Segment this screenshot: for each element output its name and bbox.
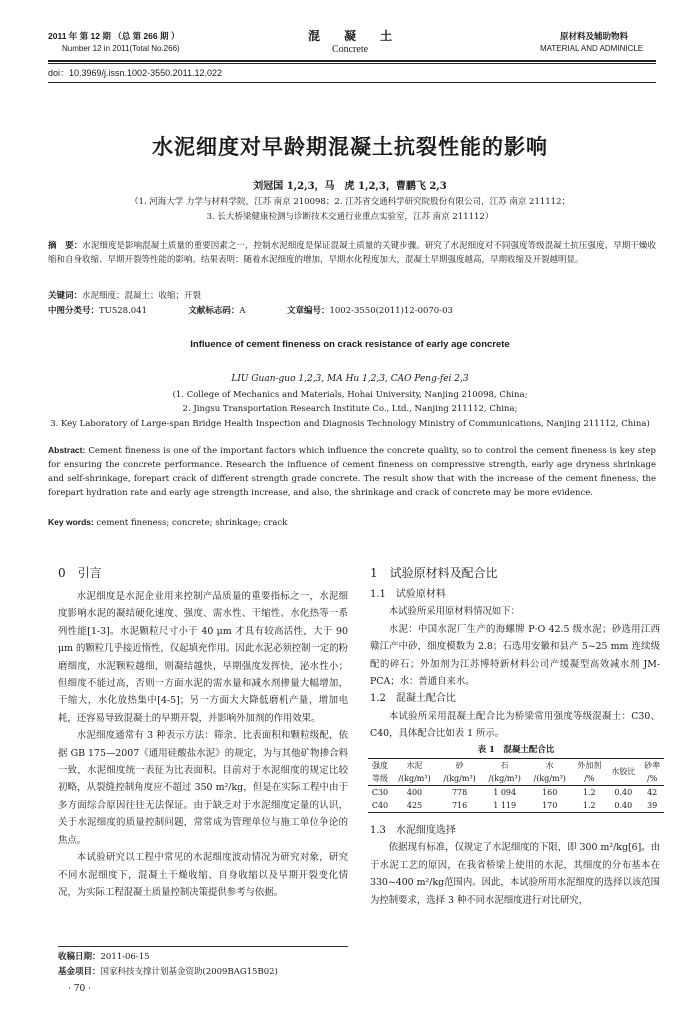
clc-label: 中图分类号： bbox=[48, 306, 100, 316]
mix-proportion-table bbox=[368, 758, 664, 813]
affiliation-en-1: (1. College of Mechanics and Materials, Hohai University, Nanjing 210098, China; bbox=[172, 390, 528, 400]
table-cell: 778 bbox=[451, 787, 468, 797]
doccode-value: A bbox=[239, 306, 246, 316]
fund-line bbox=[58, 965, 278, 977]
table-cell: 400 bbox=[406, 787, 423, 797]
issue-cn: 2011 年 第 12 期 （总 第 266 期 ） bbox=[48, 31, 180, 41]
keywords-cn bbox=[48, 289, 656, 303]
abstract-cn bbox=[48, 239, 656, 267]
table-header-cell: /% bbox=[572, 772, 606, 786]
section-en: MATERIAL AND ADMINICLE bbox=[540, 44, 644, 53]
fund-label: 基金项目： bbox=[58, 967, 101, 977]
table-header-cell: 石 bbox=[482, 759, 527, 773]
received-value: 2011-06-15 bbox=[100, 952, 150, 962]
table-header-cell: /(kg/m³) bbox=[482, 772, 527, 786]
table-cell: 39 bbox=[640, 799, 664, 813]
journal-en: Concrete bbox=[331, 44, 369, 55]
fund-value: 国家科技支撑计划基金资助(2009BAG15B02) bbox=[100, 967, 278, 977]
abstract-en-text: Cement fineness is one of the important factors which influence the concrete quality, so to control the cement fineness is key step for ensuring the concrete performance. Research the influence of cement fineness on compressive strength, early age dryness shrinkage and self-shrinkage, forepart crack of different strength grade concrete. The result show that with the increase of the cement fineness, the forepart hydration rate and early age strength increase, and also, the shrinkage and crack of concrete may be more evidence. bbox=[48, 446, 656, 498]
table-header-cell: 外加剂 bbox=[572, 759, 606, 773]
received-date bbox=[58, 950, 150, 962]
subsection-1-1-heading: 1.1 试验原材料 bbox=[370, 589, 446, 600]
abstract-en bbox=[48, 443, 656, 500]
intro-paragraph-2: 水泥细度通常有 3 种表示方法：筛余、比表面积和颗粒级配，依据 GB 175—2007《通用硅酸盐水泥》的规定，为与其他矿物掺合料一致，水泥细度统一表征为比表面积。目前对于水泥细度的规定比较初略，从裂缝控制角度应不超过 350 m²/kg，但是在实际工程中由于多方面综合原因往往无法保证。由于缺乏对于水泥细度定量的认识，关于水泥细度的质量控制问题，常常成为管理单位与施工单位争论的焦点。 bbox=[58, 730, 348, 846]
table-cell: 42 bbox=[647, 787, 658, 797]
keywords-cn-text: 水泥细度；混凝土；收缩；开裂 bbox=[82, 291, 202, 301]
table-header-cell: 水 bbox=[527, 759, 572, 773]
table-cell: 1 119 bbox=[482, 799, 527, 813]
table-cell: 1 094 bbox=[493, 787, 517, 797]
table-cell: 1.2 bbox=[582, 787, 596, 797]
section-1-heading: 1 试验原材料及配合比 bbox=[370, 566, 498, 580]
table-cell: 1.2 bbox=[572, 799, 606, 813]
affiliation-en-3: 3. Key Laboratory of Large-span Bridge Health Inspection and Diagnosis Technology Ministry of Communications, Nanjing 211112, China) bbox=[50, 419, 650, 429]
table-row bbox=[368, 786, 664, 800]
authors-cn: 刘冠国 1,2,3，马 虎 1,2,3，曹鹏飞 2,3 bbox=[253, 181, 447, 192]
fineness-paragraph: 依据现有标准，仅规定了水泥细度的下限，即 300 m²/kg[6]。由于水泥工艺的原因，在我省桥梁上使用的水泥，其细度的分布基本在 330~400 m²/kg范围内。因此，本试验所用水泥细度的选择以该范围为控制要求，选择 3 种不同水泥细度进行对比研究， bbox=[370, 842, 660, 906]
table-header-cell: /(kg/m³) bbox=[437, 772, 482, 786]
paper-title-en: Influence of cement fineness on crack resistance of early age concrete bbox=[190, 339, 510, 350]
table-header-cell: 水泥 bbox=[392, 759, 437, 773]
table-cell: 716 bbox=[437, 799, 482, 813]
authors-en: LIU Guan-guo 1,2,3, MA Hu 1,2,3, CAO Peng-fei 2,3 bbox=[231, 374, 469, 384]
clc-value: TU528.041 bbox=[99, 306, 147, 316]
table-header-cell: /% bbox=[640, 772, 664, 786]
article-value: 1002-3550(2011)12-0070-03 bbox=[329, 306, 453, 316]
doi: doi：10.3969/j.issn.1002-3550.2011.12.022 bbox=[48, 68, 222, 78]
received-label: 收稿日期： bbox=[58, 952, 101, 962]
table-header-cell: /(kg/m³) bbox=[527, 772, 572, 786]
table-cell: 160 bbox=[542, 787, 558, 797]
issue-en: Number 12 in 2011(Total No.266) bbox=[62, 44, 180, 53]
section-0-heading: 0 引言 bbox=[58, 566, 102, 580]
table-header-cell: 水胶比 bbox=[606, 759, 640, 786]
table-row bbox=[368, 799, 664, 813]
keywords-en bbox=[48, 515, 656, 530]
table-header-cell: 等级 bbox=[368, 772, 392, 786]
materials-list: 水泥：中国水泥厂生产的海螺牌 P·O 42.5 级水泥；砂选用江西赣江产中砂，细度模数为 2.8；石选用安徽和县产 5~25 mm 连续级配的碎石；外加剂为江苏博特新材料公司产缓凝型高效减水剂 JM-PCA；水：普通自来水。 bbox=[370, 623, 660, 688]
right-column-bottom bbox=[370, 822, 660, 909]
affiliation-cn-2: 3. 长大桥梁健康检测与诊断技术交通行业重点实验室，江苏 南京 211112） bbox=[206, 212, 494, 222]
left-column-body bbox=[58, 588, 348, 901]
paper-title-cn: 水泥细度对早龄期混凝土抗裂性能的影响 bbox=[152, 135, 548, 159]
table-header-cell: /(kg/m³) bbox=[392, 772, 437, 786]
doi-rule bbox=[48, 82, 656, 83]
header-rule bbox=[48, 60, 656, 62]
header-rule-thin bbox=[48, 63, 656, 64]
keywords-en-text: cement fineness; concrete; shrinkage; crack bbox=[96, 518, 288, 528]
keywords-en-label: Key words: bbox=[48, 517, 94, 527]
classification-line bbox=[48, 304, 656, 318]
abstract-cn-text: 水泥细度是影响混凝土质量的重要因素之一，控制水泥细度是保证混凝土质量的关键步骤。研究了水泥细度对不同强度等级混凝土抗压强度、早期干燥收缩和自身收缩、早期开裂等性能的影响。结果表明：随着水泥细度的增加，早期水化程度加大，混凝土早期强度越高，早期收缩及开裂越明显。 bbox=[48, 241, 656, 265]
article-label: 文章编号： bbox=[286, 306, 330, 316]
table-header-cell: 砂 bbox=[437, 759, 482, 773]
table-cell: 170 bbox=[527, 799, 572, 813]
footnote-rule bbox=[58, 946, 348, 947]
intro-paragraph-3: 本试验研究以工程中常见的水泥细度波动情况为研究对象，研究不同水泥细度下，混凝土干燥收缩、自身收缩以及早期开裂变化情况，为实际工程混凝土质量控制决策提供参考与依据。 bbox=[58, 852, 348, 898]
abstract-cn-label: 摘 要： bbox=[48, 241, 83, 251]
table-cell: C30 bbox=[371, 787, 389, 797]
table-caption: 表 1 混凝土配合比 bbox=[477, 745, 555, 755]
table-cell: 0.40 bbox=[606, 799, 640, 813]
subsection-1-3-heading: 1.3 水泥细度选择 bbox=[370, 825, 456, 836]
table-cell: 425 bbox=[392, 799, 437, 813]
table-cell: C40 bbox=[368, 799, 392, 813]
table-header-cell: 砂率 bbox=[640, 759, 664, 773]
materials-intro: 本试验所采用原材料情况如下： bbox=[388, 606, 521, 618]
table-cell: 0.40 bbox=[614, 787, 633, 797]
page-number: · 70 · bbox=[68, 984, 91, 994]
journal-cn: 混 凝 土 bbox=[307, 29, 392, 43]
section-cn: 原材料及辅助物料 bbox=[560, 31, 629, 41]
abstract-en-label: Abstract: bbox=[48, 445, 86, 455]
table-header-row-1 bbox=[368, 759, 664, 773]
mix-ratio-paragraph: 本试验所采用混凝土配合比为桥梁常用强度等级混凝土：C30、C40，具体配合比如表 1 所示。 bbox=[370, 710, 660, 740]
affiliation-cn-1: （1. 河海大学 力学与材料学院，江苏 南京 210098；2. 江苏省交通科学研究院股份有限公司，江苏 南京 211112； bbox=[129, 197, 571, 207]
right-column-top bbox=[370, 586, 660, 743]
affiliation-en-2: 2. Jingsu Transportation Research Institute Co., Ltd., Nanjing 211112, China; bbox=[182, 404, 518, 414]
intro-paragraph-1: 水泥细度是水泥企业用来控制产品质量的重要指标之一，水泥细度影响水泥的凝结硬化速度、强度、需水性、干缩性、水化热等一系列性能[1-3]。水泥颗粒尺寸小于 40 μm 才具有较高活性，大于 90 μm 的颗粒几乎接近惰性，仅起填充作用。因此水泥必须控制一定的粉磨细度，水泥颗粒越细，则凝结越快，早期强度发挥快，泌水性小；但细度不能过高，否则一方面水泥的需水量和减水剂掺量大幅增加，干缩大，水化放热集中[4-5]；另一方面大大降低磨机产量，增加电耗，还容易导致混凝土的早期开裂，并影响外加剂的作用效果。 bbox=[58, 591, 348, 724]
table-header-cell: 强度 bbox=[368, 759, 392, 773]
keywords-cn-label: 关键词： bbox=[48, 291, 83, 301]
doccode-label: 文献标志码： bbox=[188, 306, 240, 316]
subsection-1-2-heading: 1.2 混凝土配合比 bbox=[370, 693, 456, 705]
